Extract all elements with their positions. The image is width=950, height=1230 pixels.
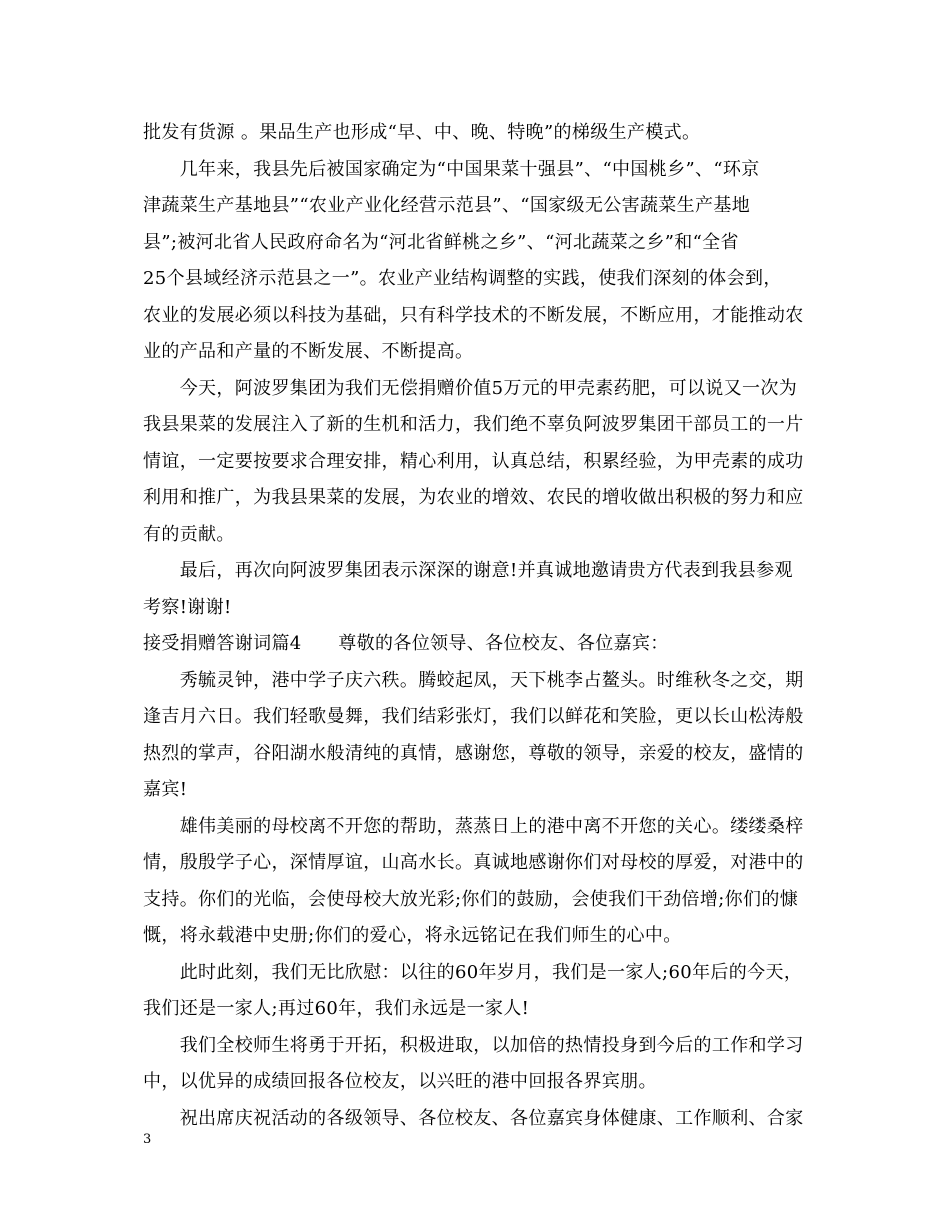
text-line: 25个县域经济示范县之一”。农业产业结构调整的实践，使我们深刻的体会到，	[143, 268, 782, 289]
text-line: 业的产品和产量的不断发展、不断提高。	[143, 341, 474, 362]
text-line: 雄伟美丽的母校离不开您的帮助，蒸蒸日上的港中离不开您的关心。缕缕桑梓	[143, 815, 804, 837]
text-line: 逢吉月六日。我们轻歌曼舞，我们结彩张灯，我们以鲜花和笑脸，更以长山松涛般	[143, 706, 804, 727]
text-line: 支持。你们的光临，会使母校大放光彩;你们的鼓励，会使我们干劲倍增;你们的慷	[143, 888, 799, 910]
text-line: 利用和推广，为我县果菜的发展，为农业的增效、农民的增收做出积极的努力和应	[143, 487, 804, 508]
text-line: 我们全校师生将勇于开拓，积极进取，以加倍的热情投身到今后的工作和学习	[143, 1034, 804, 1056]
text-line: 祝出席庆祝活动的各级领导、各位校友、各位嘉宾身体健康、工作顺利、合家	[143, 1107, 804, 1129]
text-line: 情谊，一定要按要求合理安排，精心利用，认真总结，积累经验，为甲壳素的成功	[143, 450, 804, 472]
text-line: 我们还是一家人;再过60年，我们永远是一家人!	[143, 998, 530, 1019]
text-line: 几年来，我县先后被国家确定为“中国果菜十强县”、“中国桃乡”、“环京	[143, 158, 760, 180]
text-line: 有的贡献。	[143, 523, 235, 545]
text-line: 中，以优异的成绩回报各位校友，以兴旺的港中回报各界宾朋。	[143, 1071, 657, 1092]
text-line: 县”;被河北省人民政府命名为“河北省鲜桃之乡”、“河北蔬菜之乡”和“全省	[143, 231, 739, 253]
text-line: 我县果菜的发展注入了新的生机和活力，我们绝不辜负阿波罗集团干部员工的一片	[143, 414, 804, 435]
text-line: 批发有货源 。果品生产也形成“早、中、晚、特晚”的梯级生产模式。	[143, 122, 701, 143]
section-heading: 接受捐赠答谢词篇4 尊敬的各位领导、各位校友、各位嘉宾：	[143, 633, 669, 654]
text-line: 今天，阿波罗集团为我们无偿捐赠价值5万元的甲壳素药肥，可以说又一次为	[143, 377, 798, 399]
text-line: 此时此刻，我们无比欣慰：以往的60年岁月，我们是一家人;60年后的今天，	[143, 961, 803, 983]
text-line: 最后，再次向阿波罗集团表示深深的谢意!并真诚地邀请贵方代表到我县参观	[143, 560, 793, 581]
text-line: 嘉宾!	[143, 779, 188, 800]
text-line: 热烈的掌声，谷阳湖水般清纯的真情，感谢您，尊敬的领导，亲爱的校友，盛情的	[143, 742, 804, 764]
text-line: 情，殷殷学子心，深情厚谊，山高水长。真诚地感谢你们对母校的厚爱，对港中的	[143, 852, 804, 873]
document-body	[143, 115, 815, 1137]
text-line: 津蔬菜生产基地县”“农业产业化经营示范县”、“国家级无公害蔬菜生产基地	[143, 195, 751, 216]
text-line: 农业的发展必须以科技为基础，只有科学技术的不断发展，不断应用，才能推动农	[143, 304, 804, 326]
page-number: 3	[143, 1132, 152, 1147]
text-line: 秀毓灵钟，港中学子庆六秩。腾蛟起凤，天下桃李占鳌头。时维秋冬之交，期	[143, 669, 804, 691]
text-line: 慨，将永载港中史册;你们的爱心，将永远铭记在我们师生的心中。	[143, 925, 682, 946]
text-line: 考察!谢谢!	[143, 596, 232, 618]
